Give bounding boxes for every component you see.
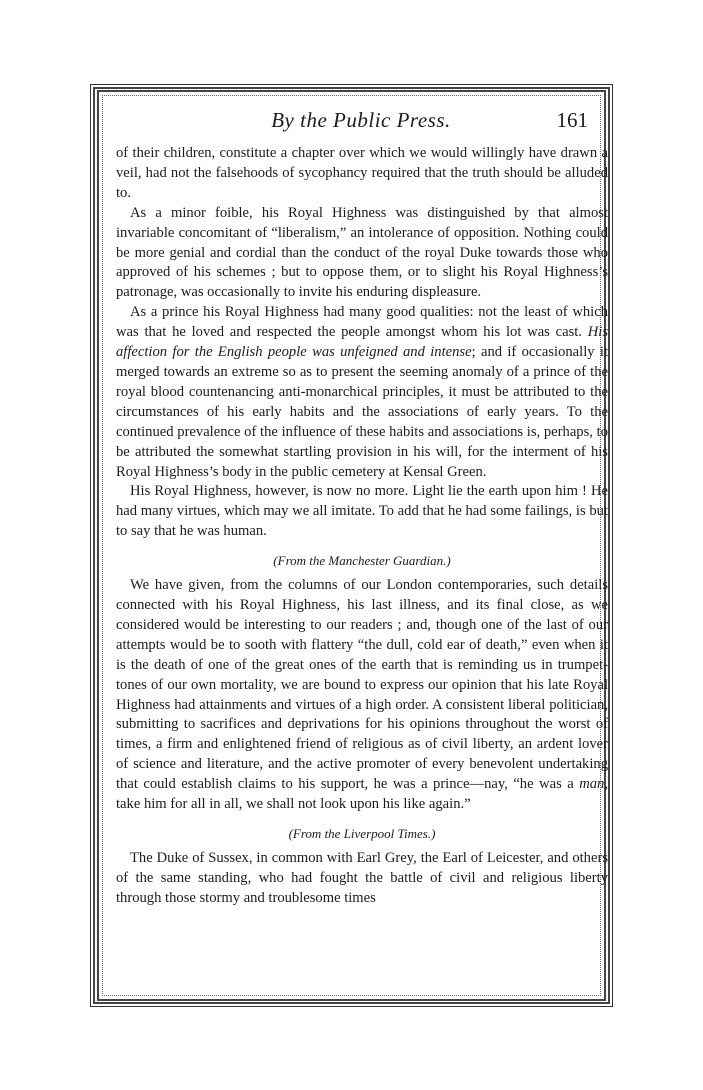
- paragraph-2: As a minor foible, his Royal Highness was distinguished by that almost invariable concomitant of “liberalism,” an intolerance of opposition. Nothing could be more genial and cordial than the conduct of the royal Duke towards those who approved of his schemes ; but to oppose them, or to slight his Royal Highness’s patronage, was occasionally to invite his enduring displeasure.: [116, 204, 608, 301]
- paragraph-5-part-a: We have given, from the columns of our London contemporaries, such details connected with his Royal Highness, his last illness, and its final close, as we considered would be interesting to our readers ; and, though one of the last of our attempts would be to sooth with flattery “the dull, cold ear of death,” even when it is the death of one of the great ones of the earth that is reminding us in trumpet-tones of our own mortality, we are bound to express our opinion that his late Royal Highness had attainments and virtues of a high order. A consistent liberal politician, submitting to sacrifices and deprivations for his opinions throughout the worst of times, a firm and enlightened friend of religious as of civil liberty, an ardent lover of science and literature, and the active promoter of every benevolent undertaking that could establish claims to his support, he was a prince—nay, “he was a: [116, 577, 608, 793]
- paragraph-3: [116, 303, 608, 482]
- paragraph-5-part-b: , take him for all in all, we shall not look upon his like again.”: [116, 776, 608, 813]
- paragraph-1: of their children, constitute a chapter over which we would willingly have drawn a veil, had not the falsehoods of sycophancy required that the truth should be alluded to.: [116, 145, 608, 201]
- book-page: [116, 104, 609, 984]
- page-number: 161: [556, 108, 588, 132]
- running-title: By the Public Press.: [271, 108, 451, 132]
- paragraph-6: The Duke of Sussex, in common with Earl Grey, the Earl of Leicester, and others of the same standing, who had fought the battle of civil and religious liberty through those stormy and troublesome times: [116, 850, 608, 906]
- running-head: [116, 104, 606, 144]
- paragraph-5-italic: man: [579, 776, 605, 793]
- source-heading-manchester: (From the Manchester Guardian.): [273, 553, 451, 569]
- paragraph-3-italic: His affection for the English people was unfeigned and intense: [116, 324, 608, 361]
- paragraph-4: His Royal Highness, however, is now no more. Light lie the earth upon him ! He had many virtues, which may we all imitate. To add that he had some failings, is but to say that he was human.: [116, 483, 608, 540]
- paragraph-3-part-a: As a prince his Royal Highness had many good qualities: not the least of which was that he loved and respected the people amongst whom his lot was cast.: [116, 304, 608, 341]
- body-text: [116, 144, 608, 909]
- paragraph-5: [116, 576, 608, 815]
- source-heading-liverpool: (From the Liverpool Times.): [288, 826, 436, 841]
- paragraph-3-part-c: ; and if occasionally it merged towards an extreme so as to present the seeming anomaly of a prince of the royal blood countenancing anti-monarchical principles, it must be attributed to the circumstances of his early habits and the associations of early years. To the continued prevalence of the influence of these habits and associations is, perhaps, to be attributed the somewhat startling provision in his will, for the interment of his Royal Highness’s body in the public cemetery at Kensal Green.: [116, 344, 609, 480]
